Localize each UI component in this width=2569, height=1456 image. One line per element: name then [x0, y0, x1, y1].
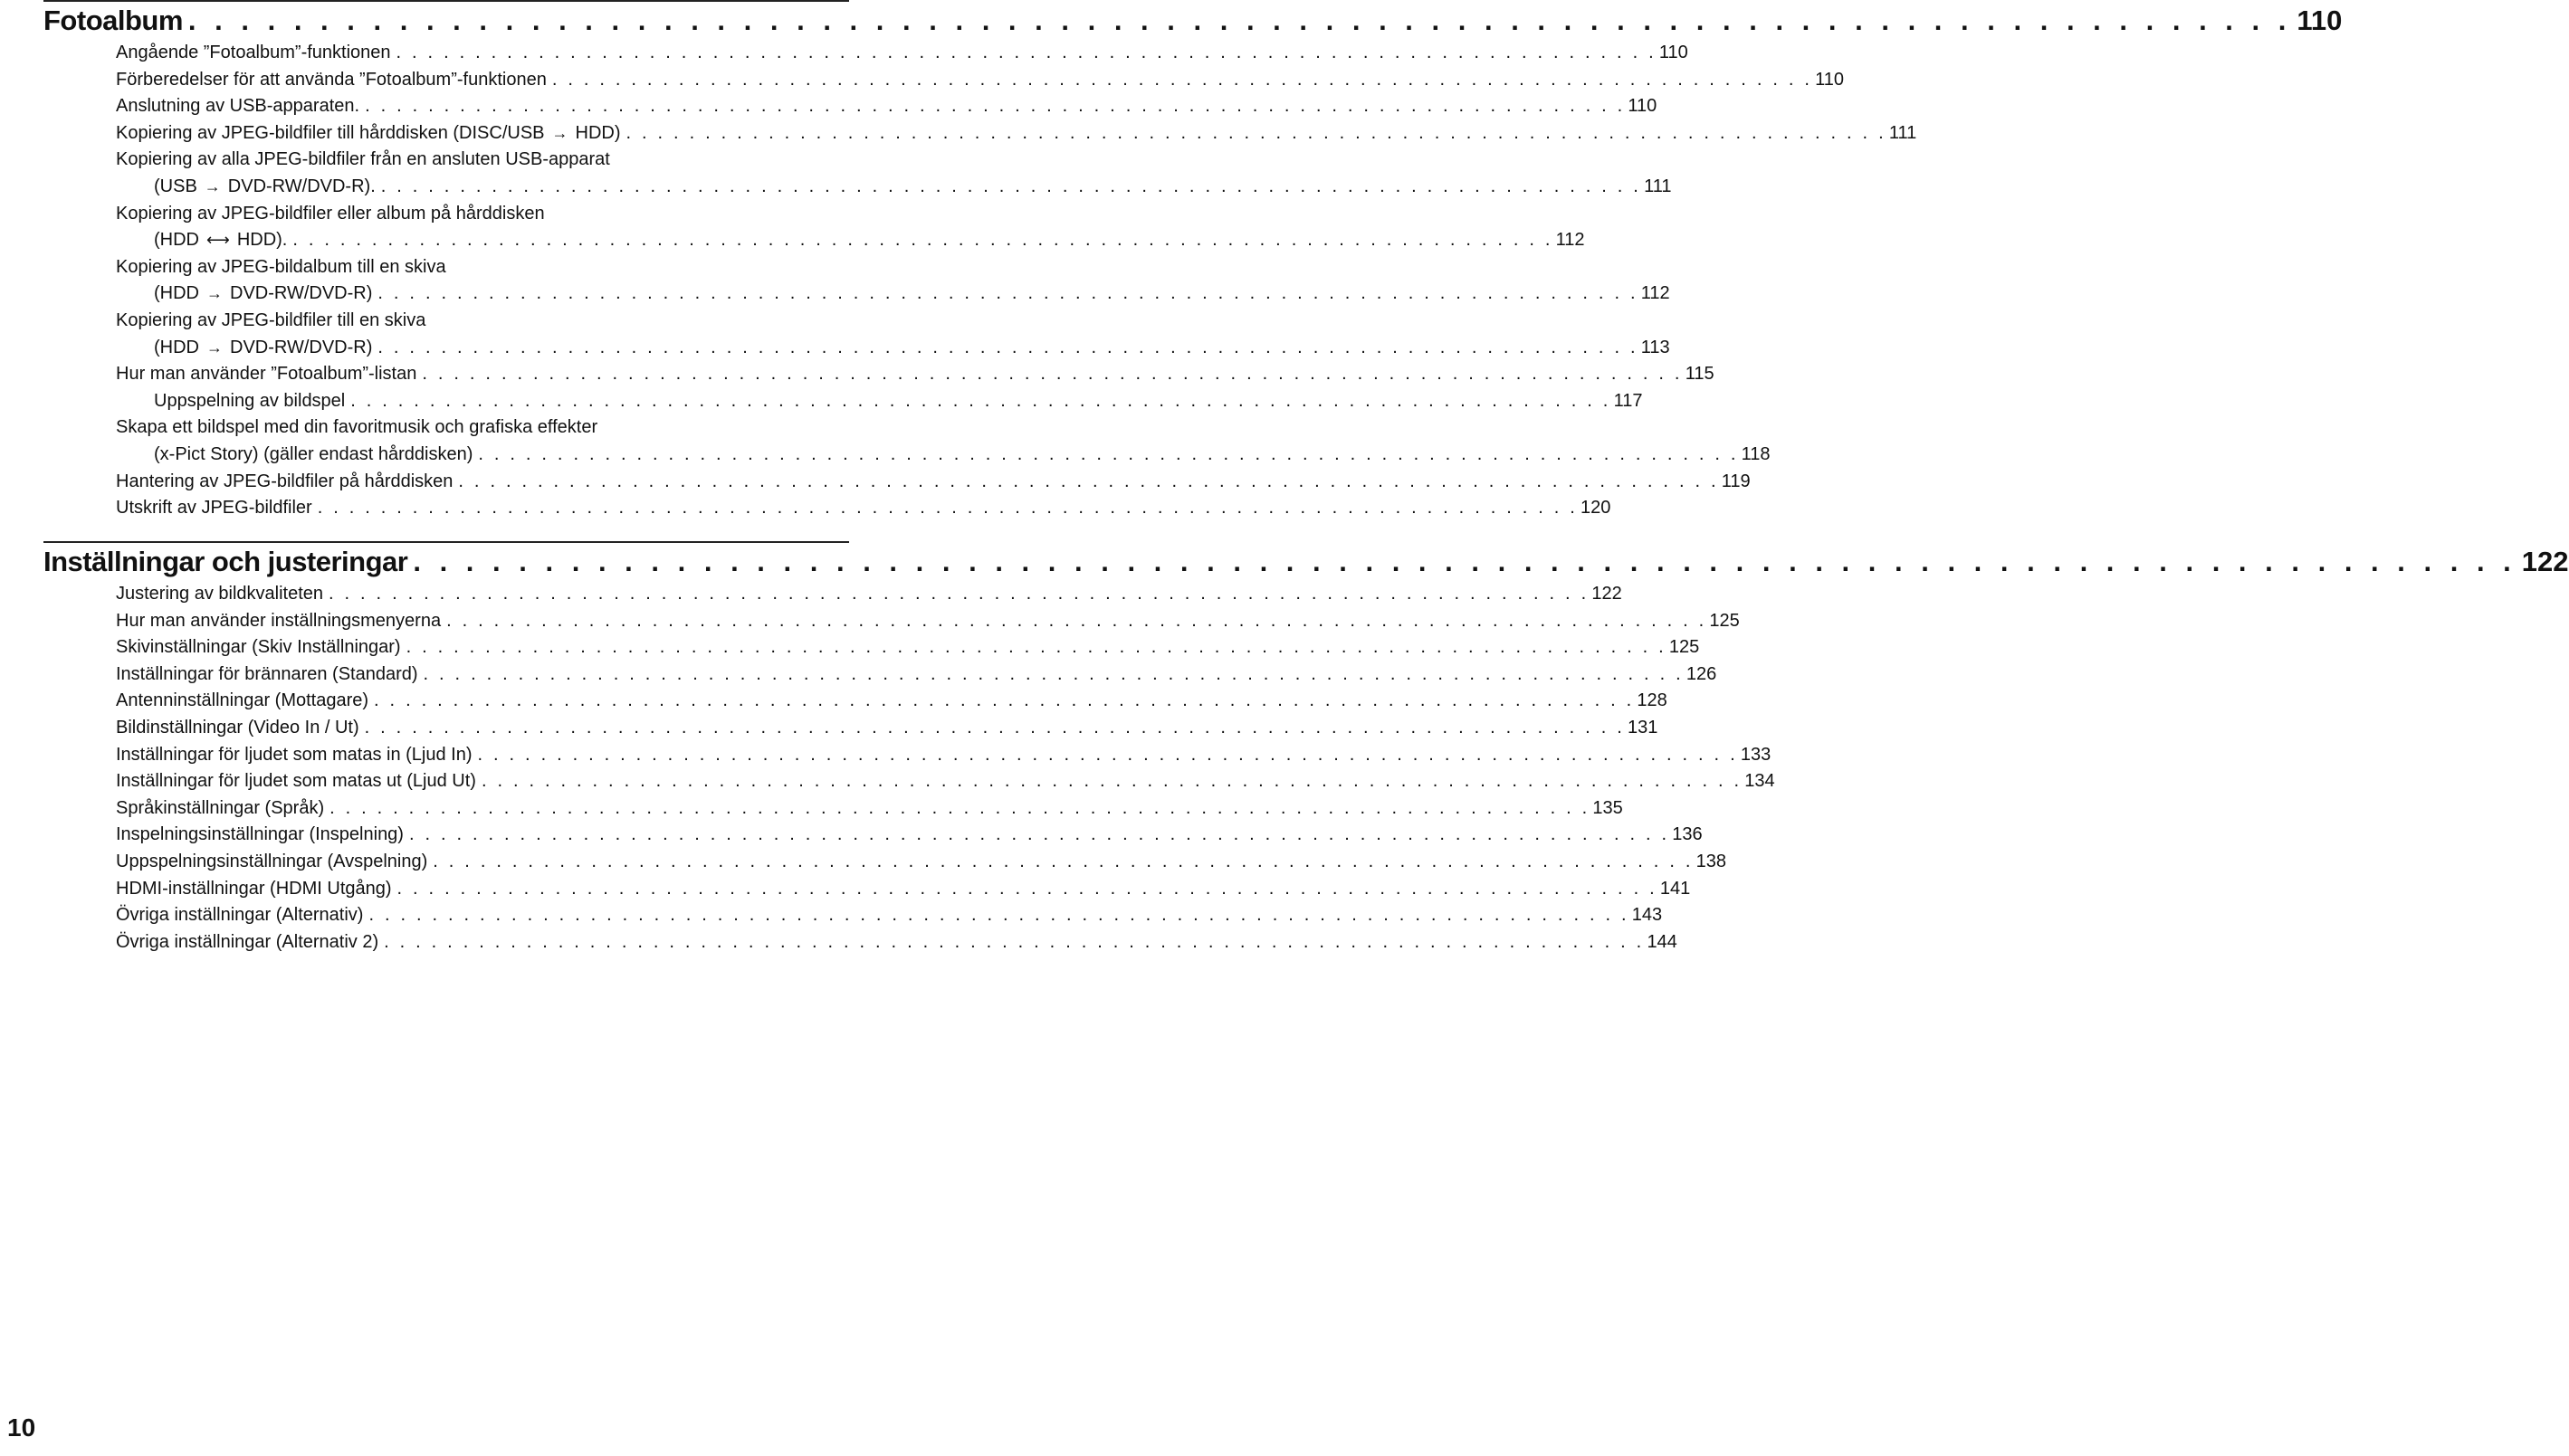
- dot-leader: . . . . . . . . . . . . . . . . . . . . . . . . . . . . . . . . . . . . . . . . . . . . . . . . . . . . . . . . . . . . . . . . . . . . . . . . . . . . . . . .: [423, 663, 1684, 684]
- toc-entry[interactable]: [116, 876, 1691, 903]
- entry-title-part: (HDD: [154, 230, 199, 251]
- entry-title: Inställningar för ljudet som matas ut (Ljud Ut): [116, 771, 476, 792]
- toc-entry[interactable]: [116, 40, 1688, 67]
- entry-list: [116, 40, 1917, 522]
- toc-entry[interactable]: [116, 715, 1658, 742]
- entry-title: Språkinställningar (Språk): [116, 797, 325, 818]
- dot-leader: . . . . . . . . . . . . . . . . . . . . . . . . . . . . . . . . . . . . . . . . . . . . . . . . . . . . . . . . . . . . . . . . . . . . . . . . . . . . . . . .: [446, 610, 1707, 631]
- entry-title: Hantering av JPEG-bildfiler på hårddisken: [116, 471, 454, 491]
- entry-title: Anslutning av USB-apparaten.: [116, 96, 360, 117]
- dot-leader: . . . . . . . . . . . . . . . . . . . . . . . . . . . . . . . . . . . . . . . . . . . . . . . . . . . . . . . . . . . . . . . . . . . . . . . . . . . . . . . .: [433, 851, 1694, 871]
- entry-title: Bildinställningar (Video In / Ut): [116, 717, 359, 738]
- entry-page: 112: [1640, 283, 1670, 304]
- toc-entry[interactable]: [116, 902, 1663, 929]
- entry-title: Skivinställningar (Skiv Inställningar): [116, 637, 401, 658]
- entry-page: 111: [1644, 176, 1672, 196]
- entry-title-part: DVD-RW/DVD-R).: [227, 176, 376, 196]
- entry-page: 125: [1668, 637, 1700, 658]
- entry-page: 125: [1709, 610, 1740, 631]
- entry-title: (x-Pict Story) (gäller endast hårddisken): [154, 443, 473, 464]
- entry-title-part: (USB: [154, 176, 197, 196]
- toc-entry[interactable]: [116, 361, 1714, 388]
- dot-leader: . . . . . . . . . . . . . . . . . . . . . . . . . . . . . . . . . . . . . . . . . . . . . . . . . . . . . . . . . . . . . . . . . . . . . . . . . . . . . . . .: [481, 771, 1743, 792]
- entry-title: [154, 174, 376, 201]
- entry-title: Kopiering av JPEG-bildfiler eller album på hårddisken: [116, 203, 545, 224]
- arrow-icon: →: [206, 284, 223, 303]
- toc-entry[interactable]: [116, 688, 1667, 715]
- entry-title-part: DVD-RW/DVD-R): [230, 337, 373, 357]
- entry-title-part: (HDD: [154, 337, 199, 357]
- toc-section-fotoalbum: [43, 0, 2343, 522]
- entry-title: Övriga inställningar (Alternativ 2): [116, 931, 379, 952]
- entry-page: 136: [1672, 824, 1703, 845]
- entry-title: Justering av bildkvaliteten: [116, 584, 324, 604]
- arrow-icon: →: [551, 123, 568, 142]
- dot-leader: . . . . . . . . . . . . . . . . . . . . . . . . . . . . . . . . . . . . . . . . . . . . . . . . . . . . . . . . . . . . . . . . . . . . . . . . . . . . . . . .: [458, 471, 1719, 491]
- dot-leader: . . . . . . . . . . . . . . . . . . . . . . . . . . . . . . . . . . . . . . . . . . . . . . . . . . . . . . . . . . . . . . . . . . . . . . . . . . . . . . . .: [396, 878, 1657, 899]
- dot-leader: . . . . . . . . . . . . . . . . . . . . . . . . . . . . . . . . . . . . . . . . . . . . . . . . . . . . . . . . . . . . . . . . . . . . . . . . . . . . . . . .: [422, 364, 1683, 385]
- dot-leader: . . . . . . . . . . . . . . . . . . . . . . . . . . . . . . . . . . . . . . . . . . . . . . . . . . . . . . . . . . . . . . . . . . . . . . . . . . . . . . . .: [477, 744, 1738, 765]
- entry-page: 113: [1640, 337, 1670, 357]
- entry-title: Uppspelningsinställningar (Avspelning): [116, 851, 428, 871]
- dot-leader: . . . . . . . . . . . . . . . . . . . . . . . . . . . . . . . . . . . . . . . . . . . . . . . . . . . . . . . . . . . . . . . . . . . . . . . . . . . . . . . .: [365, 96, 1626, 117]
- section-title: Inställningar och justeringar: [43, 546, 408, 577]
- entry-title-part: (HDD: [154, 283, 199, 304]
- dot-leader: . . . . . . . . . . . . . . . . . . . . . . . . . . . . . . . . . . . . . . . . . . . . . . . . . . . . . . . . . . . . . . . . . . . . . . . . . . . . . . . .: [377, 337, 1638, 357]
- arrow-icon: ⟷: [206, 231, 230, 250]
- entry-title: [116, 120, 621, 148]
- entry-page: 119: [1721, 471, 1751, 491]
- entry-page: 128: [1637, 690, 1667, 711]
- dot-leader: . . . . . . . . . . . . . . . . . . . . . . . . . . . . . . . . . . . . . . . . . . . . . . . . . . . . . . . . . . . . . . . . . . . . . . . . . . . . . . . .: [380, 176, 1642, 196]
- entry-title-part: Kopiering av JPEG-bildfiler till hårddisken (DISC/USB: [116, 122, 545, 143]
- toc-entry[interactable]: [116, 634, 1700, 661]
- entry-page: 110: [1628, 96, 1657, 117]
- entry-page: 117: [1613, 390, 1643, 411]
- toc-entry[interactable]: [154, 174, 1672, 201]
- entry-title: Skapa ett bildspel med din favoritmusik och grafiska effekter: [116, 417, 598, 438]
- dot-leader: . . . . . . . . . . . . . . . . . . . . . . . . . . . . . . . . . . . . . . . . . . . . . . . . . . . . . . . . . . . . . . . . . . . . . . . . . . . . . . . .: [478, 443, 1739, 464]
- section-heading[interactable]: [43, 2, 2343, 40]
- dot-leader: . . . . . . . . . . . . . . . . . . . . . . . . . . . . . . . . . . . . . . . . . . . . . . . . . . . . . . . . . . . . . . . . . . . . . . . . . . . . . . . .: [317, 498, 1579, 519]
- dot-leader: . . . . . . . . . . . . . . . . . . . . . . . . . . . . . . . . . . . . . . . . . . . . . . . . . . . . . . . . . . . . . . . . . . . . . . . . . . . . . . . .: [187, 5, 2292, 36]
- entry-page: 133: [1740, 744, 1772, 765]
- entry-page: 110: [1815, 69, 1845, 90]
- entry-title: Förberedelser för att använda ”Fotoalbum”-funktionen: [116, 69, 547, 90]
- entry-title: Hur man använder inställningsmenyerna: [116, 610, 442, 631]
- entry-title: Angående ”Fotoalbum”-funktionen: [116, 43, 391, 62]
- entry-title: Hur man använder ”Fotoalbum”-listan: [116, 364, 417, 385]
- entry-page: 115: [1685, 364, 1714, 385]
- section-heading[interactable]: [43, 543, 2569, 581]
- entry-page: 111: [1888, 122, 1917, 143]
- entry-title: Inställningar för brännaren (Standard): [116, 663, 418, 684]
- toc-entry[interactable]: [116, 661, 1717, 689]
- dot-leader: . . . . . . . . . . . . . . . . . . . . . . . . . . . . . . . . . . . . . . . . . . . . . . . . . . . . . . . . . . . . . . . . . . . . . . . . . . . . . . . .: [329, 584, 1590, 604]
- entry-title: [154, 281, 372, 308]
- toc-entry[interactable]: [154, 227, 1585, 254]
- page-number: 10: [7, 1413, 36, 1442]
- entry-list: [116, 581, 1775, 956]
- entry-title: Uppspelning av bildspel: [154, 390, 346, 411]
- toc-entry[interactable]: [116, 67, 1845, 94]
- entry-page: 138: [1695, 851, 1726, 871]
- entry-title: Inspelningsinställningar (Inspelning): [116, 824, 404, 845]
- dot-leader: . . . . . . . . . . . . . . . . . . . . . . . . . . . . . . . . . . . . . . . . . . . . . . . . . . . . . . . . . . . . . . . . . . . . . . . . . . . . . . . .: [408, 824, 1670, 845]
- entry-title: Kopiering av JPEG-bildalbum till en skiva: [116, 256, 446, 277]
- entry-title: Inställningar för ljudet som matas in (Ljud In): [116, 744, 473, 765]
- dot-leader: . . . . . . . . . . . . . . . . . . . . . . . . . . . . . . . . . . . . . . . . . . . . . . . . . . . . . . . . . . . . . . . . . . . . . . . . . . . . . . . .: [329, 797, 1590, 818]
- arrow-icon: →: [204, 176, 221, 195]
- entry-page: 143: [1631, 905, 1663, 926]
- toc-entry[interactable]: [116, 795, 1623, 823]
- entry-page: 144: [1647, 931, 1677, 952]
- entry-title-part: HDD): [575, 122, 621, 143]
- entry-title-part: HDD).: [236, 230, 288, 251]
- entry-title-part: DVD-RW/DVD-R): [230, 283, 373, 304]
- entry-title: [154, 227, 287, 254]
- dot-leader: . . . . . . . . . . . . . . . . . . . . . . . . . . . . . . . . . . . . . . . . . . . . . . . . . . . . . . . . . . . . . . . . . . . . . . . . . . . . . . . .: [350, 390, 1611, 411]
- toc-entry[interactable]: [116, 469, 1751, 496]
- section-page: 110: [2297, 5, 2343, 36]
- toc-entry[interactable]: [116, 822, 1703, 849]
- toc-entry[interactable]: [154, 281, 1670, 308]
- dot-leader: . . . . . . . . . . . . . . . . . . . . . . . . . . . . . . . . . . . . . . . . . . . . . . . . . . . . . . . . . . . . . . . . . . . . . . . . . . . . . . . .: [626, 122, 1886, 143]
- toc-entry[interactable]: [116, 254, 849, 281]
- arrow-icon: →: [206, 338, 223, 357]
- toc-entry[interactable]: [154, 388, 1643, 415]
- toc-entry[interactable]: [116, 147, 849, 174]
- dot-leader: . . . . . . . . . . . . . . . . . . . . . . . . . . . . . . . . . . . . . . . . . . . . . . . . . . . . . . . . . . . . . . . . . . . . . . . . . . . . . . . .: [406, 637, 1667, 658]
- toc-entry[interactable]: [116, 308, 849, 335]
- toc-entry[interactable]: [116, 120, 1917, 148]
- entry-page: 126: [1686, 663, 1717, 684]
- entry-page: 120: [1581, 498, 1611, 519]
- dot-leader: . . . . . . . . . . . . . . . . . . . . . . . . . . . . . . . . . . . . . . . . . . . . . . . . . . . . . . . . . . . . . . . . . . . . . . . . . . . . . . . .: [292, 230, 1553, 251]
- dot-leader: . . . . . . . . . . . . . . . . . . . . . . . . . . . . . . . . . . . . . . . . . . . . . . . . . . . . . . . . . . . . . . . . . . . . . . . . . . . . . . . .: [396, 43, 1657, 62]
- toc-entry[interactable]: [154, 335, 1670, 362]
- toc-entry[interactable]: [116, 768, 1775, 795]
- section-title: Fotoalbum: [43, 5, 183, 36]
- toc-entry[interactable]: [154, 442, 1771, 469]
- toc-entry[interactable]: [116, 849, 1726, 876]
- dot-leader: . . . . . . . . . . . . . . . . . . . . . . . . . . . . . . . . . . . . . . . . . . . . . . . . . . . . . . . . . . . . . . . . . . . . . . . . . . . . . . . .: [384, 931, 1645, 952]
- dot-leader: . . . . . . . . . . . . . . . . . . . . . . . . . . . . . . . . . . . . . . . . . . . . . . . . . . . . . . . . . . . . . . . . . . . . . . . . . . . . . . . .: [377, 283, 1638, 304]
- toc-entry[interactable]: [116, 608, 1740, 635]
- dot-leader: . . . . . . . . . . . . . . . . . . . . . . . . . . . . . . . . . . . . . . . . . . . . . . . . . . . . . . . . . . . . . . . . . . . . . . . . . . . . . . . .: [551, 69, 1813, 90]
- dot-leader: . . . . . . . . . . . . . . . . . . . . . . . . . . . . . . . . . . . . . . . . . . . . . . . . . . . . . . . . . . . . . . . . . . . . . . . . . . . . . . . .: [413, 546, 2516, 577]
- entry-title: Kopiering av JPEG-bildfiler till en skiva: [116, 309, 426, 330]
- toc-entry[interactable]: [116, 495, 1611, 522]
- entry-page: 134: [1744, 771, 1775, 792]
- dot-leader: . . . . . . . . . . . . . . . . . . . . . . . . . . . . . . . . . . . . . . . . . . . . . . . . . . . . . . . . . . . . . . . . . . . . . . . . . . . . . . . .: [368, 905, 1629, 926]
- toc-entry[interactable]: [116, 929, 1677, 956]
- entry-page: 118: [1741, 443, 1771, 464]
- toc-entry[interactable]: [116, 414, 849, 442]
- entry-page: 122: [1591, 584, 1622, 604]
- toc-entry[interactable]: [116, 742, 1772, 769]
- entry-page: 141: [1659, 878, 1691, 899]
- toc-entry[interactable]: [116, 93, 1657, 120]
- dot-leader: . . . . . . . . . . . . . . . . . . . . . . . . . . . . . . . . . . . . . . . . . . . . . . . . . . . . . . . . . . . . . . . . . . . . . . . . . . . . . . . .: [364, 717, 1625, 738]
- section-page: 122: [2521, 546, 2569, 577]
- entry-title: Kopiering av alla JPEG-bildfiler från en ansluten USB-apparat: [116, 149, 610, 170]
- entry-page: 112: [1555, 230, 1585, 251]
- entry-title: Antenninställningar (Mottagare): [116, 690, 369, 711]
- entry-title: Utskrift av JPEG-bildfiler: [116, 498, 312, 519]
- entry-title: Övriga inställningar (Alternativ): [116, 905, 364, 926]
- entry-title: [154, 335, 372, 362]
- entry-page: 131: [1627, 717, 1658, 738]
- entry-page: 110: [1658, 43, 1688, 62]
- entry-page: 135: [1592, 797, 1623, 818]
- dot-leader: . . . . . . . . . . . . . . . . . . . . . . . . . . . . . . . . . . . . . . . . . . . . . . . . . . . . . . . . . . . . . . . . . . . . . . . . . . . . . . . .: [374, 690, 1635, 711]
- toc-entry[interactable]: [116, 581, 1622, 608]
- toc-section-installningar: [43, 541, 2569, 956]
- entry-title: HDMI-inställningar (HDMI Utgång): [116, 878, 392, 899]
- toc-entry[interactable]: [116, 201, 849, 228]
